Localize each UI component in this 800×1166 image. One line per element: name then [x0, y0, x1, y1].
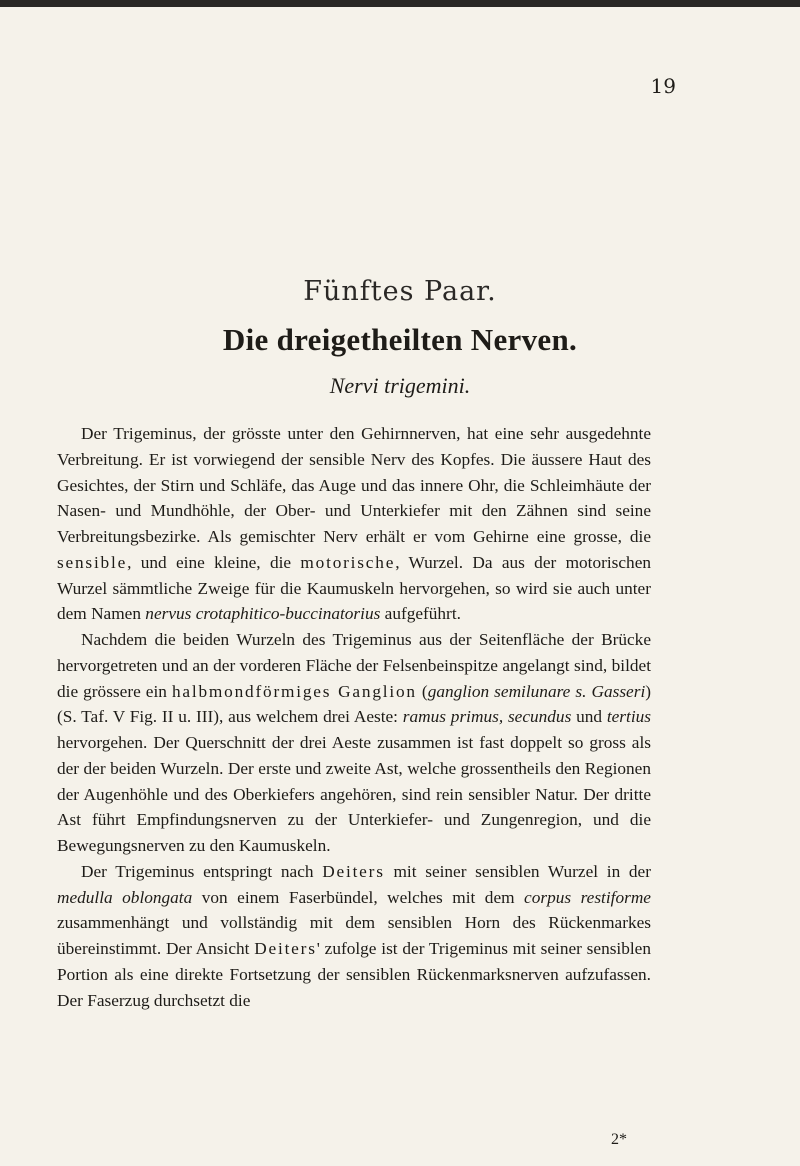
- text-run: von einem Faserbündel, welches mit dem: [192, 887, 525, 907]
- italic-term: ramus primus, secundus: [402, 707, 572, 727]
- spaced-term: Deiters: [322, 861, 385, 881]
- text-run: Der Trigeminus entspringt nach: [81, 861, 323, 881]
- text-run: und: [571, 707, 607, 727]
- italic-term: tertius: [606, 707, 651, 727]
- paragraph: [57, 421, 651, 627]
- body-text: [57, 421, 651, 1013]
- text-run: , und eine kleine, die: [127, 552, 301, 572]
- spaced-term: halbmondförmiges Ganglion: [171, 681, 417, 701]
- text-run: mit seiner sensiblen Wurzel in der: [384, 861, 651, 881]
- text-run: ' zufolge ist der Trigeminus mit seiner sensiblen Portion als eine direkte Fortsetzung der sensiblen Rückenmarksnerven aufzufassen. Der Faserzug durchsetzt die: [57, 939, 651, 1010]
- chapter-title: Die dreigetheilten Nerven.: [222, 322, 578, 357]
- text-run: ) (S. Taf. V Fig. II u. III), aus welchem drei Aeste:: [57, 681, 652, 727]
- spaced-term: sensible: [57, 552, 128, 572]
- text-run: hervorgehen. Der Querschnitt der drei Aeste zusammen ist fast doppelt so gross als der der beiden Wurzeln. Der erste und zweite Ast, welche grossentheils den Regionen der Augenhöhle und des Oberkiefers angehören, sind rein sensibler Natur. Der dritte Ast führt Empfindungsnerven zu der Unterkiefer- und Zungenregion, und die Bewegungsnerven zu den Kaumuskeln.: [57, 733, 651, 855]
- text-run: aufgeführt.: [380, 604, 461, 624]
- italic-term: corpus restiforme: [524, 887, 651, 907]
- scan-top-edge: [0, 0, 800, 7]
- paragraph: [57, 627, 651, 859]
- italic-term: nervus crotaphitico-buccinatorius: [145, 604, 381, 624]
- italic-term: medulla oblongata: [57, 887, 193, 907]
- text-run: zusammenhängt und vollständig mit dem sensiblen Horn des Rückenmarkes übereinstimmt. Der Ansicht: [57, 913, 651, 958]
- text-run: Der Trigeminus, der grösste unter den Gehirnnerven, hat eine sehr ausgedehnte Verbreitung. Er ist vorwiegend der sensible Nerv des Kopfes. Die äussere Haut des Gesichtes, der Stirn und Schläfe, das Auge und das innere Ohr, die Schleimhäute der Nasen- und Mundhöhle, der Ober- und Unterkiefer mit den Zähnen sind seine Verbreitungsbezirke. Als gemischter Nerv erhält er vom Gehirne eine grosse, die: [57, 424, 651, 546]
- section-title: Fünftes Paar.: [303, 276, 497, 307]
- page-number: 19: [650, 74, 676, 98]
- spaced-term: Deiters: [254, 939, 317, 958]
- printer-signature: 2*: [611, 1131, 627, 1148]
- italic-term: ganglion semilunare s. Gasseri: [427, 681, 646, 701]
- text-run: (: [416, 681, 428, 701]
- text-run: , Wurzel. Da aus der motorischen Wurzel sämmtliche Zweige für die Kaumuskeln hervorgehen, so wird sie auch unter dem Namen: [57, 552, 651, 624]
- text-run: Nachdem die beiden Wurzeln des Trigeminus aus der Seitenfläche der Brücke hervorgetreten und an der vorderen Fläche der Felsenbeinspitze angelangt sind, bildet die grössere ein: [57, 630, 651, 701]
- chapter-subtitle: Nervi trigemini.: [329, 373, 471, 398]
- spaced-term: motorische: [300, 552, 396, 572]
- paragraph: [57, 859, 651, 1014]
